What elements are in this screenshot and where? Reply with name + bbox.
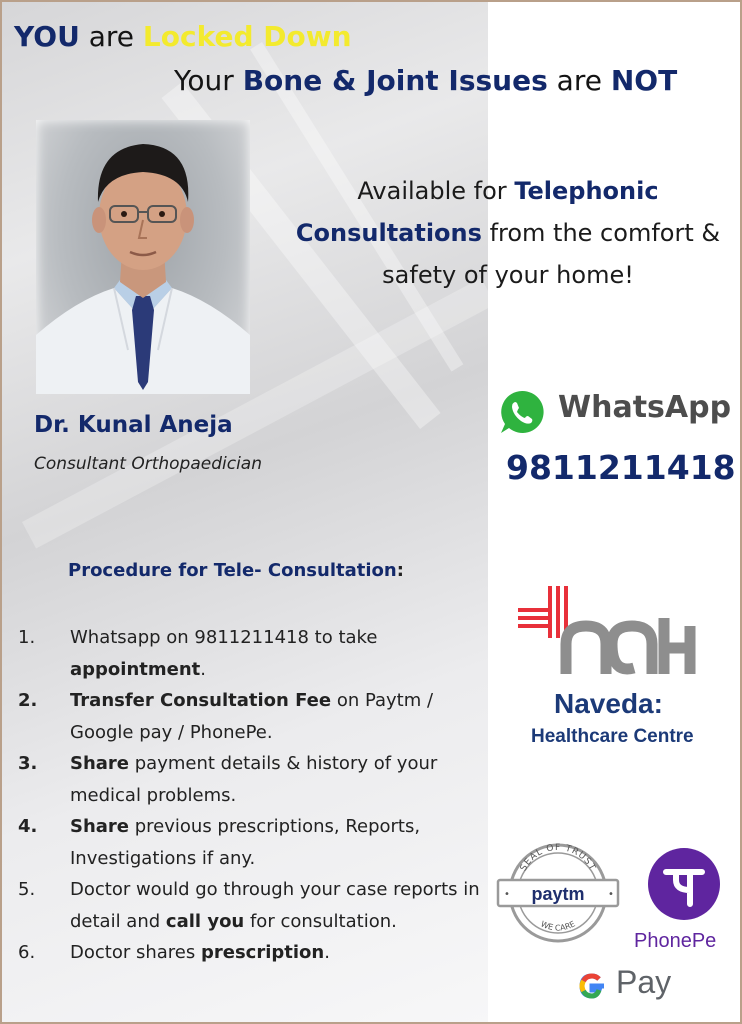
procedure-step-text: . bbox=[324, 942, 330, 963]
phonepe-label: PhonePe bbox=[634, 930, 717, 952]
doctor-role: Consultant Orthopaedician bbox=[34, 454, 262, 474]
procedure-step-text: Doctor shares bbox=[70, 942, 201, 963]
procedure-title-text: Procedure for Tele- Consultation bbox=[68, 560, 397, 581]
procedure-step-number: 3. bbox=[18, 753, 38, 774]
procedure-step-text: payment details & history of your medical problems. bbox=[70, 753, 438, 806]
availability-consultations: Consultations bbox=[295, 219, 482, 247]
procedure-step-number: 2. bbox=[18, 690, 38, 711]
availability-line-2 bbox=[274, 212, 742, 254]
procedure-steps-list bbox=[18, 622, 488, 969]
procedure-step-text: appointment bbox=[70, 658, 201, 680]
paytm-seal-icon bbox=[496, 838, 620, 948]
procedure-step-number: 1. bbox=[18, 627, 36, 648]
procedure-step-text: Share bbox=[70, 816, 130, 837]
procedure-step-number: 6. bbox=[18, 942, 36, 963]
procedure-step-text: Doctor would go through your case reports in detail and bbox=[70, 879, 480, 932]
procedure-step-number: 4. bbox=[18, 816, 38, 837]
svg-text:•: • bbox=[504, 889, 510, 900]
availability-line-3: safety of your home! bbox=[382, 261, 634, 289]
headline-bone-joint: Bone & Joint Issues bbox=[242, 64, 548, 97]
availability-part-2: from the comfort & bbox=[489, 219, 721, 247]
procedure-step bbox=[18, 874, 488, 937]
procedure-step bbox=[18, 937, 488, 969]
availability-part-1: Available for bbox=[357, 177, 507, 205]
procedure-step-text: for consultation. bbox=[244, 910, 397, 932]
procedure-step-text: . bbox=[200, 658, 206, 680]
procedure-title-colon: : bbox=[396, 560, 404, 581]
doctor-name: Dr. Kunal Aneja bbox=[34, 412, 233, 438]
procedure-step-number: 5. bbox=[18, 879, 36, 900]
procedure-step bbox=[18, 811, 488, 874]
procedure-step bbox=[18, 622, 488, 685]
availability-text bbox=[274, 170, 742, 296]
whatsapp-label: WhatsApp bbox=[558, 390, 732, 425]
clinic-logo-icon bbox=[514, 582, 700, 682]
procedure-step-text: Share bbox=[70, 753, 130, 774]
svg-text:•: • bbox=[608, 889, 614, 900]
headline-are-2: are bbox=[556, 64, 602, 97]
procedure-step bbox=[18, 685, 488, 748]
clinic-name: Naveda: bbox=[554, 688, 663, 719]
phonepe-icon bbox=[646, 846, 722, 922]
headline-not: NOT bbox=[610, 64, 678, 97]
doctor-photo bbox=[36, 120, 250, 394]
paytm-seal-top-text: SEAL OF TRUST bbox=[518, 842, 598, 873]
procedure-title bbox=[68, 560, 404, 581]
availability-telephonic: Telephonic bbox=[514, 177, 659, 205]
headline-locked-down: Locked Down bbox=[142, 20, 352, 53]
procedure-step-text: prescription bbox=[200, 942, 325, 963]
doctor-portrait-illustration bbox=[36, 120, 250, 394]
availability-line-1 bbox=[274, 170, 742, 212]
procedure-step-text: Transfer Consultation Fee bbox=[70, 690, 332, 711]
paytm-label: paytm bbox=[531, 884, 585, 904]
whatsapp-icon bbox=[498, 388, 546, 436]
google-g-icon bbox=[576, 970, 608, 1002]
procedure-step-text: previous prescriptions, Reports, Investigations if any. bbox=[70, 816, 421, 869]
whatsapp-phone-number: 9811211418 bbox=[506, 448, 736, 487]
headline-line-2 bbox=[174, 64, 677, 97]
procedure-step-text: call you bbox=[165, 910, 245, 932]
clinic-subtitle: Healthcare Centre bbox=[531, 726, 694, 747]
paytm-seal-bottom-text: WE CARE bbox=[539, 919, 577, 933]
google-pay-label: Pay bbox=[616, 964, 672, 1000]
headline-line-1 bbox=[14, 20, 352, 53]
headline-are: are bbox=[88, 20, 135, 53]
headline-your: Your bbox=[174, 64, 234, 97]
headline-you: YOU bbox=[14, 20, 80, 53]
procedure-step bbox=[18, 748, 488, 811]
procedure-step-text: Whatsapp on 9811211418 to take bbox=[70, 627, 378, 648]
procedure-step-text: on Paytm / Google pay / PhonePe. bbox=[70, 690, 434, 743]
